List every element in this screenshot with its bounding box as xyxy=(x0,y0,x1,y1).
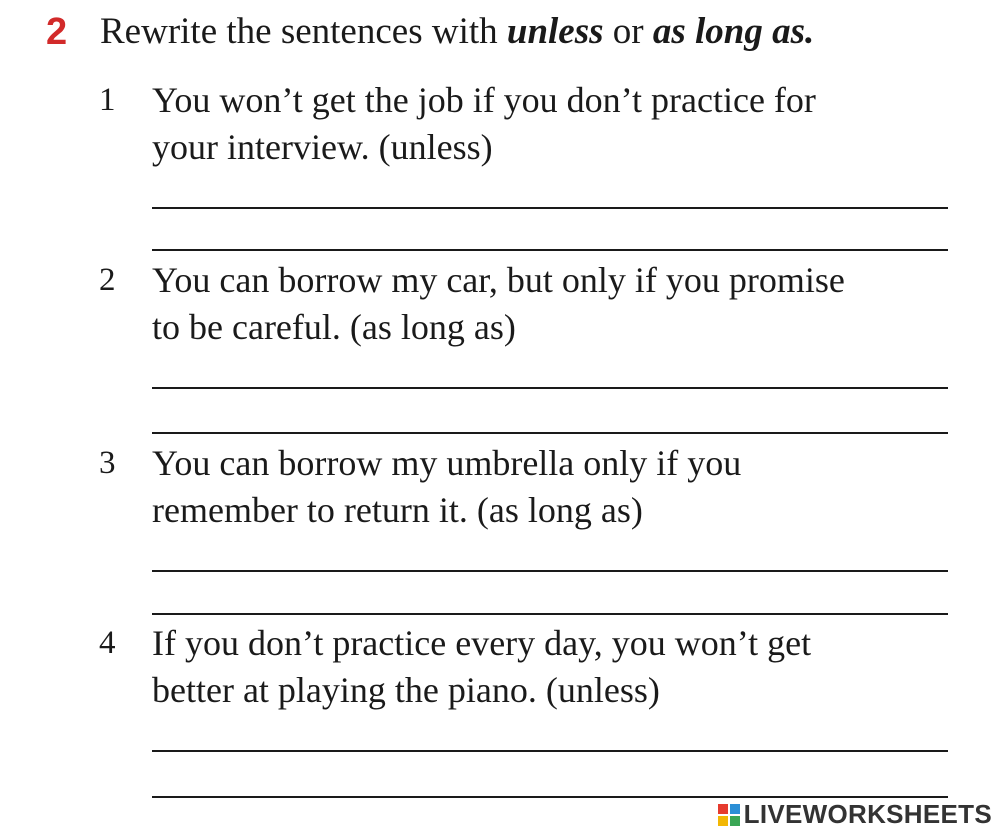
logo-square-green xyxy=(730,816,740,826)
item-sentence-line-2: remember to return it. (as long as) xyxy=(152,490,643,530)
answer-field-4a[interactable] xyxy=(152,724,948,752)
answer-field-3b[interactable] xyxy=(152,587,948,615)
item-sentence-line-1: You can borrow my car, but only if you promise xyxy=(152,260,845,300)
logo-square-red xyxy=(718,804,728,814)
item-number: 2 xyxy=(99,262,116,298)
brand-name: LIVEWORKSHEETS xyxy=(743,799,992,829)
exercise-number: 2 xyxy=(46,11,68,53)
liveworksheets-logo-icon xyxy=(718,804,740,826)
instruction-text-middle: or xyxy=(603,11,653,52)
answer-field-2a[interactable] xyxy=(152,361,948,389)
answer-field-1b[interactable] xyxy=(152,223,948,251)
instruction-keyword-unless: unless xyxy=(506,11,604,52)
item-sentence-line-1: If you don’t practice every day, you won’t get xyxy=(152,623,812,663)
liveworksheets-brand xyxy=(718,799,992,830)
item-sentence xyxy=(152,77,962,171)
logo-square-blue xyxy=(730,804,740,814)
exercise-instruction xyxy=(100,10,814,54)
item-number: 1 xyxy=(99,82,116,118)
answer-field-1a[interactable] xyxy=(152,181,948,209)
item-sentence-line-2: to be careful. (as long as) xyxy=(152,307,516,347)
item-sentence-line-2: better at playing the piano. (unless) xyxy=(152,670,660,710)
item-number: 3 xyxy=(99,445,116,481)
answer-field-3a[interactable] xyxy=(152,544,948,572)
item-sentence-line-1: You won’t get the job if you don’t practice for xyxy=(152,80,816,120)
item-sentence-line-2: your interview. (unless) xyxy=(152,127,493,167)
logo-square-yellow xyxy=(718,816,728,826)
answer-field-4b[interactable] xyxy=(152,770,948,798)
item-sentence xyxy=(152,620,962,714)
instruction-text-start: Rewrite the sentences with xyxy=(100,11,507,52)
item-number: 4 xyxy=(99,625,116,661)
item-sentence xyxy=(152,257,962,351)
instruction-keyword-as-long-as: as long as. xyxy=(652,11,815,52)
item-sentence xyxy=(152,440,962,534)
item-sentence-line-1: You can borrow my umbrella only if you xyxy=(152,443,742,483)
answer-field-2b[interactable] xyxy=(152,406,948,434)
